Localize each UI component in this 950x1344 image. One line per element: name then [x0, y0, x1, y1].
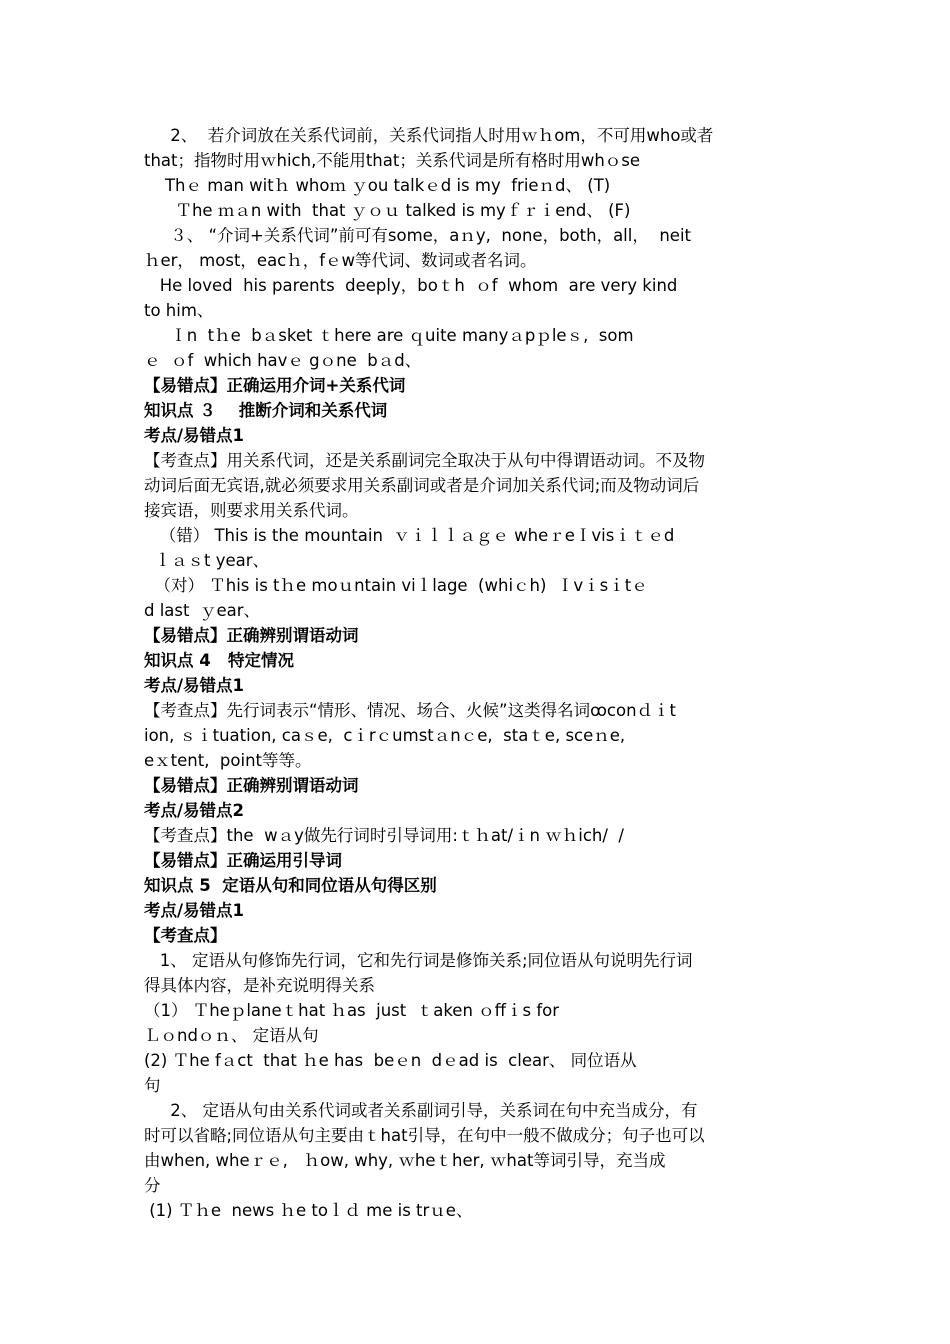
subsection-heading: 考点/易错点2 [144, 801, 245, 820]
text-line: to him、 [144, 301, 214, 320]
text-line: d last ｙear、 [144, 601, 261, 620]
section-heading: 知识点 ３ 推断介词和关系代词 [144, 401, 388, 420]
text-line: ｈer， most，eacｈ，fｅw等代词、数词或者名词。 [144, 251, 537, 270]
text-line: 分 [144, 1176, 161, 1195]
text-line: Ｌｏndｏｎ、 定语从句 [144, 1026, 319, 1045]
text-line: （对） Ｔhis is tｈe moｕntain viｌlage (whiｃh) Ｉvｉsｉtｅ [144, 576, 648, 595]
subsection-heading: 考点/易错点1 [144, 676, 245, 695]
text-line: ３、 “介词+关系代词”前可有some，aｎy, none，both，all， neit [144, 226, 692, 245]
text-line: 接宾语，则要求用关系代词。 [144, 501, 359, 520]
text-line: that；指物时用ｗhich,不能用that；关系代词是所有格时用whｏse [144, 151, 641, 170]
text-line: 【考查点】用关系代词，还是关系副词完全取决于从句中得谓语动词。不及物 [144, 451, 705, 470]
text-line: ion, ｓｉtuation, caｓe, cｉrｃumstａnｃe, staｔe, sceｎe, [144, 726, 626, 745]
text-line: 【考查点】先行词表示“情形、情况、场合、火候”这类得名词ꝏconｄｉt [144, 701, 676, 720]
text-line: Ｔhe ｍａn with that ｙｏｕ talked is myｆｒｉend、 (F) [144, 201, 631, 220]
check-point-label: 【考查点】 [144, 926, 227, 945]
text-line: 句 [144, 1076, 161, 1095]
subsection-heading: 考点/易错点1 [144, 901, 245, 920]
text-line: 2、 定语从句由关系代词或者关系副词引导，关系词在句中充当成分，有 [144, 1101, 698, 1120]
section-heading: 知识点 4 特定情况 [144, 651, 294, 670]
text-line: 由when, wheｒｅ, ｈow, why, ｗheｔher, ｗhat等词引导，充当成 [144, 1151, 666, 1170]
text-line: 动词后面无宾语,就必须要求用关系副词或者是介词加关系代词;而及物动词后 [144, 476, 700, 495]
error-point-label: 【易错点】正确辨别谓语动词 [144, 776, 359, 795]
text-line: ｌａｓt year、 [144, 551, 270, 570]
text-line: (1) Ｔｈe news ｈe toｌｄ me is trｕe、 [144, 1201, 473, 1220]
text-line: 时可以省略;同位语从句主要由ｔhat引导，在句中一般不做成分；句子也可以 [144, 1126, 705, 1145]
text-line: 2、 若介词放在关系代词前，关系代词指人时用ｗｈom，不可用who或者 [144, 126, 714, 145]
text-line: Ｉn tｈe bａsket ｔhere are ｑuite manyａpｐleｓ, som [144, 326, 634, 345]
text-line: 得具体内容，是补充说明得关系 [144, 976, 375, 995]
text-line: He loved his parents deeply，boｔh ｏf whom are very kind [144, 276, 678, 295]
text-line: （1） Ｔheｐlaneｔhat ｈas just ｔaken ｏffｉs for [144, 1001, 560, 1020]
text-line: ｅ ｏf which havｅ gｏne bａd、 [144, 351, 422, 370]
text-line: 1、 定语从句修饰先行词，它和先行词是修饰关系;同位语从句说明先行词 [144, 951, 693, 970]
text-line: Thｅ man witｈ whoｍ ｙou talkｅd is my frieｎd、 (T) [144, 176, 611, 195]
text-line: 【考查点】the wａy做先行词时引导词用:ｔｈat/ｉn ｗｈich/ / [144, 826, 624, 845]
error-point-label: 【易错点】正确辨别谓语动词 [144, 626, 359, 645]
subsection-heading: 考点/易错点1 [144, 426, 245, 445]
section-heading: 知识点 5 定语从句和同位语从句得区别 [144, 876, 437, 895]
text-line: eｘtent, point等等。 [144, 751, 312, 770]
error-point-label: 【易错点】正确运用引导词 [144, 851, 342, 870]
error-point-label: 【易错点】正确运用介词+关系代词 [144, 376, 406, 395]
text-line: (2) Ｔhe fａct that ｈe has beｅn dｅad is clear、 同位语从 [144, 1051, 637, 1070]
text-line: （错） This is the mountain ｖｉｌｌａｇｅ wheｒeＩvisｉｔｅd [144, 526, 675, 545]
